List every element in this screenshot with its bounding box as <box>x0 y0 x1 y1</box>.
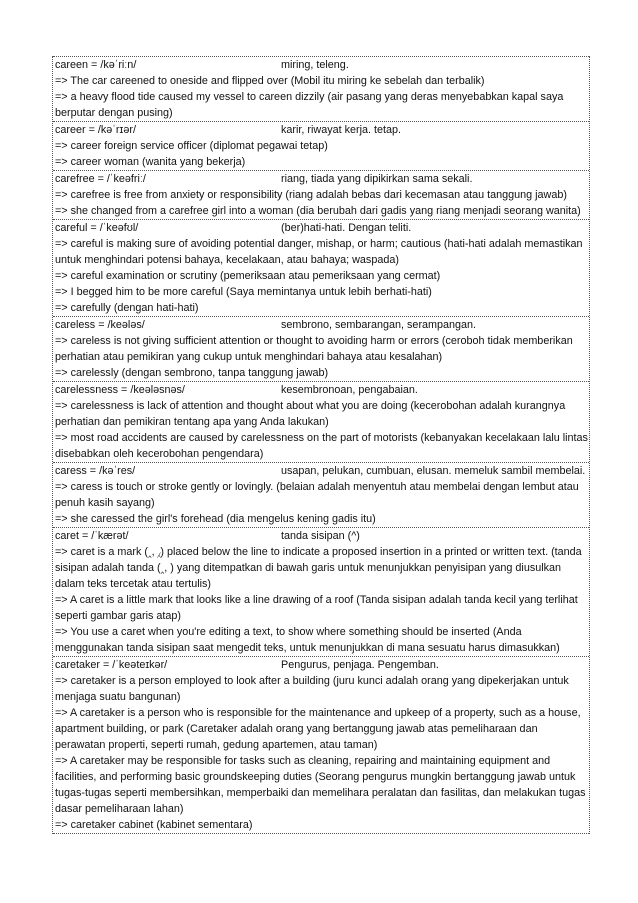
entry-term: caretaker = /ˈkeəteɪkər/ <box>55 659 168 671</box>
example-sentence: => career woman (wanita yang bekerja) <box>55 156 246 168</box>
example-sentence: => I begged him to be more careful (Saya memintanya untuk lebih berhati-hati) <box>55 286 432 298</box>
entry-headline <box>55 382 589 398</box>
entry-headline <box>55 171 589 187</box>
entry-meaning: (ber)hati-hati. Dengan teliti. <box>281 222 412 234</box>
entry-headline <box>55 57 589 73</box>
example-sentence: => most road accidents are caused by carelessness on the part of motorists (kebanyakan kecelakaan lalu lintas disebabkan oleh kecerobohan pengendara) <box>55 432 588 460</box>
example-sentence: => A caretaker may be responsible for tasks such as cleaning, repairing and maintaining equipment and facilities, and performing basic groundskeeping duties (Seorang pengurus mungkin bertanggung jawab untuk tugas-tugas seperti membersihkan, memperbaiki dan memelihara peralatan dan fasilitas, dan melakukan tugas dasar pemeliharaan lahan) <box>55 755 586 815</box>
entry-meaning: Pengurus, penjaga. Pengemban. <box>281 659 439 671</box>
example-sentence: => carelessly (dengan sembrono, tanpa tanggung jawab) <box>55 367 329 379</box>
example-sentence: => carelessness is lack of attention and thought about what you are doing (kecerobohan adalah kurangnya perhatian dan pemikiran tentang apa yang Anda lakukan) <box>55 400 566 428</box>
example-sentence: => caretaker cabinet (kabinet sementara) <box>55 819 253 831</box>
example-sentence: => career foreign service officer (diplomat pegawai tetap) <box>55 140 328 152</box>
entry-term: career = /kəˈrɪər/ <box>55 124 136 136</box>
entry-term: careful = /ˈkeəfʊl/ <box>55 222 139 234</box>
example-sentence: => A caretaker is a person who is responsible for the maintenance and upkeep of a property, such as a house, apartment building, or park (Caretaker adalah orang yang bertanggung jawab atas pemeliharaan dan perawatan properti, seperti rumah, gedung apartemen, atau taman) <box>55 707 581 751</box>
dictionary-entry <box>53 170 589 219</box>
entry-headline <box>55 122 589 138</box>
example-sentence: => she changed from a carefree girl into a woman (dia berubah dari gadis yang riang menjadi seorang wanita) <box>55 205 581 217</box>
dictionary-entry <box>53 316 589 381</box>
example-sentence: => she caressed the girl's forehead (dia mengelus kening gadis itu) <box>55 513 376 525</box>
example-sentence: => caretaker is a person employed to look after a building (juru kunci adalah orang yang dipekerjakan untuk menjaga suatu bangunan) <box>55 675 569 703</box>
entry-meaning: riang, tiada yang dipikirkan sama sekali. <box>281 173 473 185</box>
example-sentence: => carefree is free from anxiety or responsibility (riang adalah bebas dari kecemasan atau tanggung jawab) <box>55 189 567 201</box>
example-sentence: => careful is making sure of avoiding potential danger, mishap, or harm; cautious (hati-hati adalah memastikan untuk menghindari potensi bahaya, kecelakaan, atau bahaya; waspada) <box>55 238 583 266</box>
entry-headline <box>55 528 589 544</box>
dictionary-entry <box>53 219 589 316</box>
example-sentence: => carefully (dengan hati-hati) <box>55 302 199 314</box>
entry-term: careless = /keələs/ <box>55 319 145 331</box>
dictionary-entry <box>53 121 589 170</box>
dictionary-table <box>52 56 590 834</box>
entry-meaning: usapan, pelukan, cumbuan, elusan. memeluk sambil membelai. <box>281 465 586 477</box>
entry-term: carefree = /ˈkeəfriː/ <box>55 173 146 185</box>
example-sentence: => The car careened to oneside and flipped over (Mobil itu miring ke sebelah dan terbalik) <box>55 75 485 87</box>
entry-meaning: kesembronoan, pengabaian. <box>281 384 418 396</box>
dictionary-entry <box>53 56 589 121</box>
entry-meaning: sembrono, sembarangan, serampangan. <box>281 319 477 331</box>
example-sentence: => You use a caret when you're editing a text, to show where something should be inserted (Anda menggunakan tanda sisipan saat mengedit teks, untuk menunjukkan di mana sesuatu harus dimasukkan) <box>55 626 560 654</box>
dictionary-entry <box>53 381 589 462</box>
entry-meaning: karir, riwayat kerja. tetap. <box>281 124 402 136</box>
example-sentence: => careful examination or scrutiny (pemeriksaan atau pemeriksaan yang cermat) <box>55 270 441 282</box>
entry-headline <box>55 220 589 236</box>
entry-term: caress = /kəˈres/ <box>55 465 136 477</box>
dictionary-entry <box>53 527 589 656</box>
entry-term: careen = /kəˈriːn/ <box>55 59 137 71</box>
example-sentence: => A caret is a little mark that looks like a line drawing of a roof (Tanda sisipan adalah tanda kecil yang terlihat seperti gambar garis atap) <box>55 594 578 622</box>
example-sentence: => careless is not giving sufficient attention or thought to avoiding harm or errors (ceroboh tidak memberikan perhatian atau pemikiran yang cukup untuk menghindari bahaya atau kesalahan) <box>55 335 573 363</box>
entry-meaning: tanda sisipan (^) <box>281 530 360 542</box>
dictionary-entry <box>53 462 589 527</box>
entry-headline <box>55 657 589 673</box>
entry-meaning: miring, teleng. <box>281 59 349 71</box>
dictionary-entry <box>53 656 589 834</box>
example-sentence: => a heavy flood tide caused my vessel to careen dizzily (air pasang yang deras menyebabkan kapal saya berputar dengan pusing) <box>55 91 564 119</box>
entry-term: caret = /ˈkærət/ <box>55 530 129 542</box>
entry-term: carelessness = /keələsnəs/ <box>55 384 185 396</box>
entry-headline <box>55 463 589 479</box>
example-sentence: => caret is a mark (‸, ⁁) placed below the line to indicate a proposed insertion in a printed or written text. (tanda sisipan adalah tanda (‸, ) yang ditempatkan di bawah garis untuk menunjukkan penyisipan yang diusulkan dalam teks tercetak atau tertulis) <box>55 546 582 590</box>
example-sentence: => caress is touch or stroke gently or lovingly. (belaian adalah menyentuh atau membelai dengan lembut atau penuh kasih sayang) <box>55 481 579 509</box>
entry-headline <box>55 317 589 333</box>
